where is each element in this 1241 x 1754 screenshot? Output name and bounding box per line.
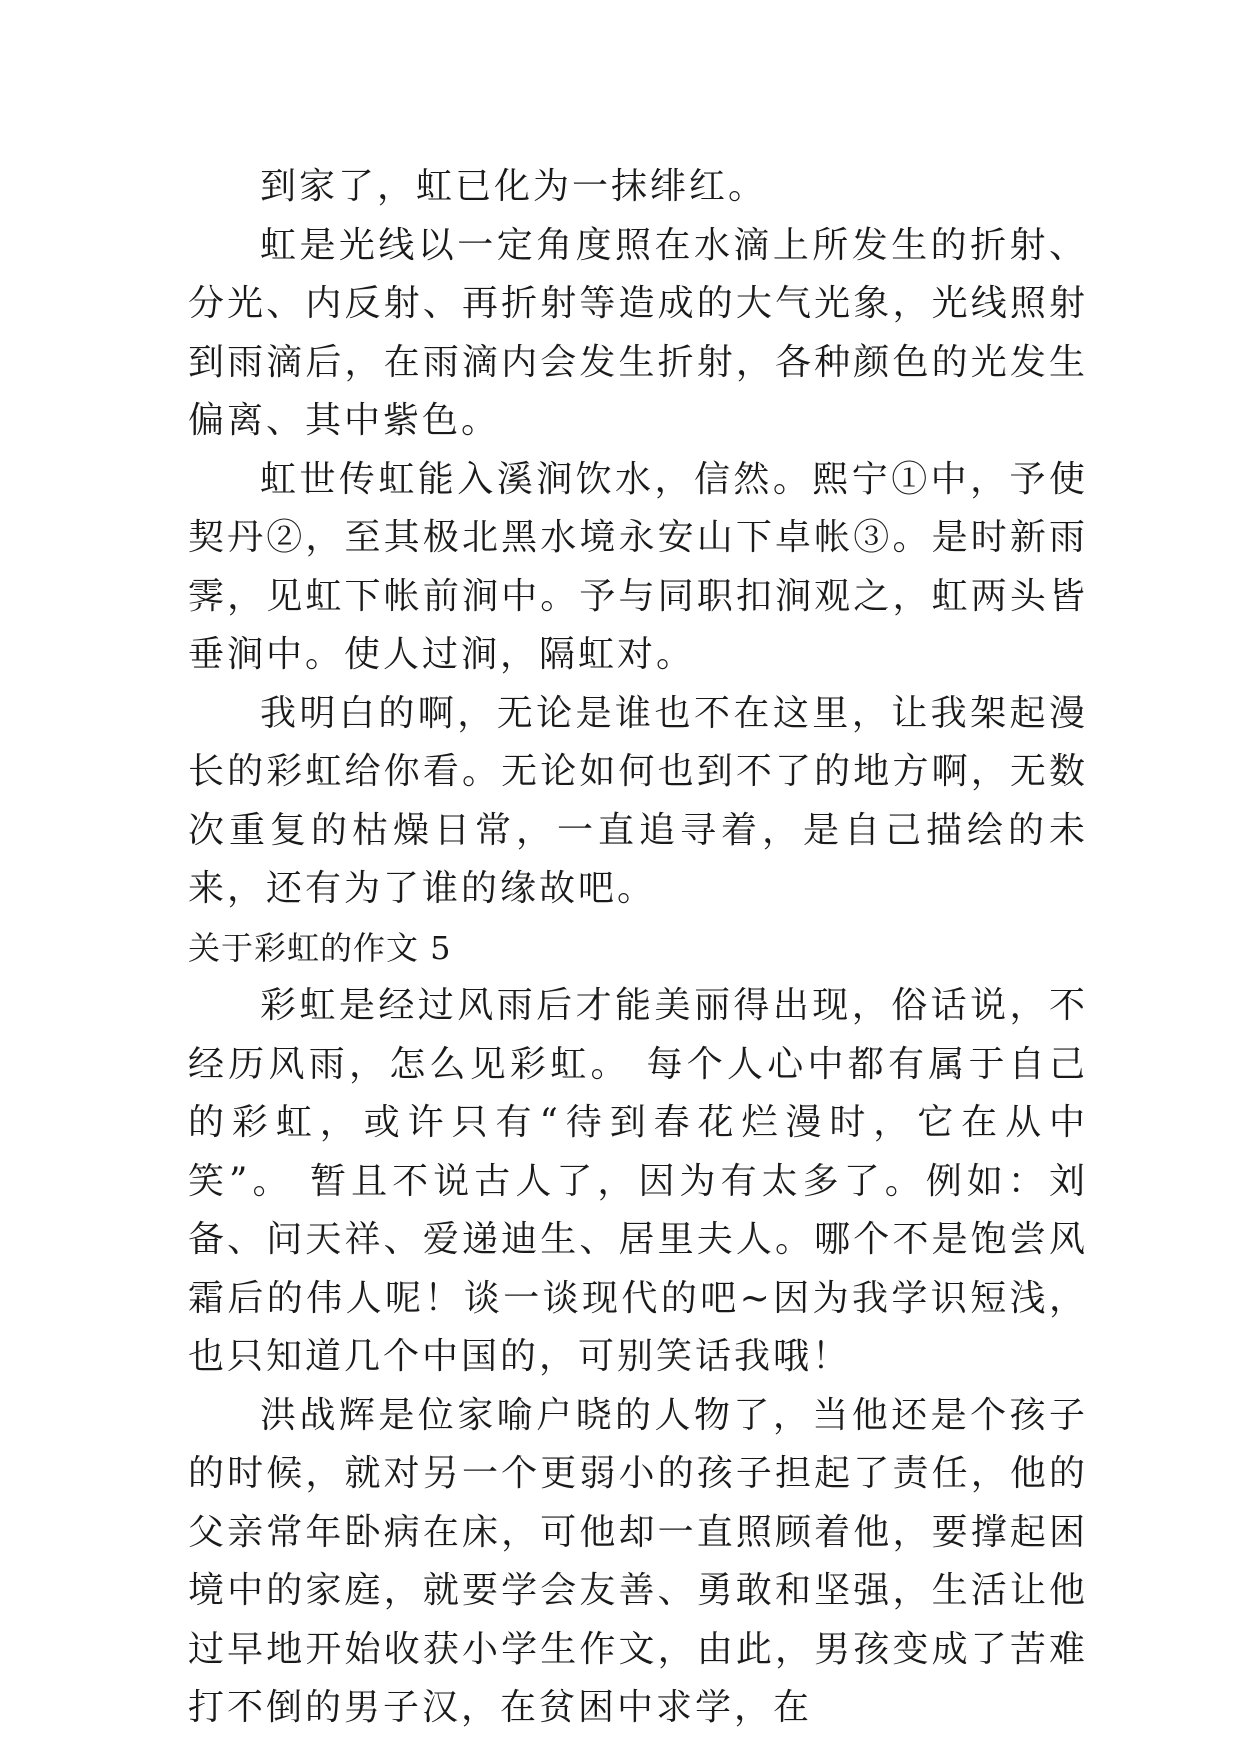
section-heading: 关于彩虹的作文 5: [188, 928, 452, 967]
paragraph: 洪战辉是位家喻户晓的人物了，当他还是个孩子的时候，就对另一个更弱小的孩子担起了责任，他的父亲常年卧病在床，可他却一直照顾着他，要撑起困境中的家庭，就要学会友善、勇敢和坚强，生活让他过早地开始收获小学生作文，由此，男孩变成了苦难打不倒的男子汉，在贫困中求学，在: [188, 1394, 1088, 1728]
paragraph: 到家了，虹已化为一抹绯红。: [260, 166, 768, 207]
paragraph: 虹世传虹能入溪涧饮水，信然。熙宁①中，予使契丹②，至其极北黑水境永安山下卓帐③。是时新雨霁，见虹下帐前涧中。予与同职扣涧观之，虹两头皆垂涧中。使人过涧，隔虹对。: [188, 458, 1088, 675]
paragraph: 虹是光线以一定角度照在水滴上所发生的折射、分光、内反射、再折射等造成的大气光象，光线照射到雨滴后，在雨滴内会发生折射，各种颜色的光发生偏离、其中紫色。: [188, 224, 1088, 441]
paragraph: 我明白的啊，无论是谁也不在这里，让我架起漫长的彩虹给你看。无论如何也到不了的地方啊，无数次重复的枯燥日常，一直追寻着，是自己描绘的未来，还有为了谁的缘故吧。: [188, 692, 1088, 909]
document-page: [188, 158, 1088, 1738]
paragraph: 彩虹是经过风雨后才能美丽得出现，俗话说，不经历风雨，怎么见彩虹。 每个人心中都有属于自己的彩虹，或许只有“待到春花烂漫时，它在从中笑”。 暂且不说古人了，因为有太多了。例如：刘备、问天祥、爱递迪生、居里夫人。哪个不是饱尝风霜后的伟人呢！谈一谈现代的吧~因为我学识短浅，也只知道几个中国的，可别笑话我哦！: [188, 985, 1088, 1377]
